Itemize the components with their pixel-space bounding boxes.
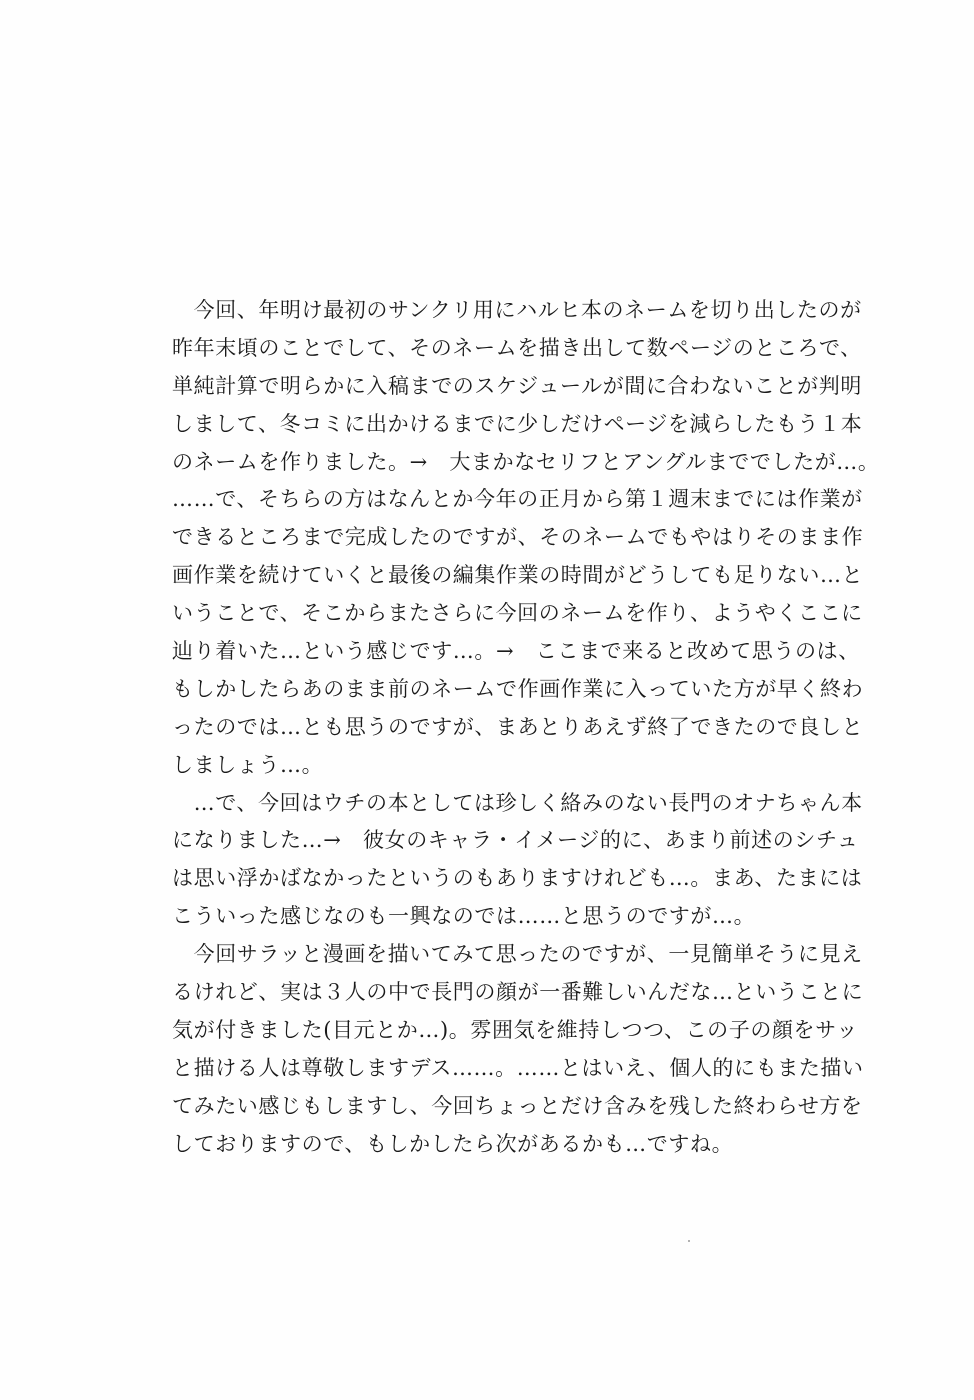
- text-line: ったのでは…とも思うのですが、まあとりあえず終了できたので良しと: [172, 714, 864, 739]
- afterword-text: [172, 292, 880, 1163]
- text-line: できるところまで完成したのですが、そのネームでもやはりそのまま作: [172, 525, 864, 550]
- paper-speck: [688, 1240, 690, 1242]
- text-line: 画作業を続けていくと最後の編集作業の時間がどうしても足りない…と: [172, 563, 864, 588]
- text-line: のネームを作りました。→ 大まかなセリフとアングルまででしたが…。: [172, 449, 880, 474]
- text-line: 気が付きました(目元とか…)。雰囲気を維持しつつ、この子の顔をサッ: [172, 1017, 858, 1042]
- text-line: 単純計算で明らかに入稿までのスケジュールが間に合わないことが判明: [172, 373, 862, 398]
- text-line: …で、今回はウチの本としては珍しく絡みのない長門のオナちゃん本: [172, 790, 863, 815]
- text-line: 今回サラッと漫画を描いてみて思ったのですが、一見簡単そうに見え: [172, 942, 863, 967]
- text-line: もしかしたらあのまま前のネームで作画作業に入っていた方が早く終わ: [172, 676, 864, 701]
- text-line: しまして、冬コミに出かけるまでに少しだけページを減らしたもう１本: [172, 411, 863, 436]
- text-line: こういった感じなのも一興なのでは……と思うのですが…。: [172, 904, 756, 929]
- text-line: になりました…→ 彼女のキャラ・イメージ的に、あまり前述のシチュ: [172, 828, 859, 853]
- text-line: 辿り着いた…という感じです…。→ ここまで来ると改めて思うのは、: [172, 639, 860, 664]
- text-line: と描ける人は尊敬しますデス……。……とはいえ、個人的にもまた描い: [172, 1055, 864, 1080]
- text-line: ……で、そちらの方はなんとか今年の正月から第１週末までには作業が: [172, 487, 863, 512]
- text-line: しておりますので、もしかしたら次があるかも…ですね。: [172, 1131, 734, 1156]
- text-line: は思い浮かばなかったというのもありますけれども…。まあ、たまには: [172, 866, 863, 891]
- text-line: いうことで、そこからまたさらに今回のネームを作り、ようやくここに: [172, 601, 863, 626]
- text-line: 今回、年明け最初のサンクリ用にハルヒ本のネームを切り出したのが: [172, 298, 862, 322]
- text-line: るけれど、実は３人の中で長門の顔が一番難しいんだな…ということに: [172, 980, 864, 1005]
- text-line: てみたい感じもしますし、今回ちょっとだけ含みを残した終わらせ方を: [172, 1093, 863, 1118]
- text-line: しましょう…。: [172, 752, 324, 777]
- text-line: 昨年末頃のことでして、そのネームを描き出して数ページのところで、: [172, 335, 862, 360]
